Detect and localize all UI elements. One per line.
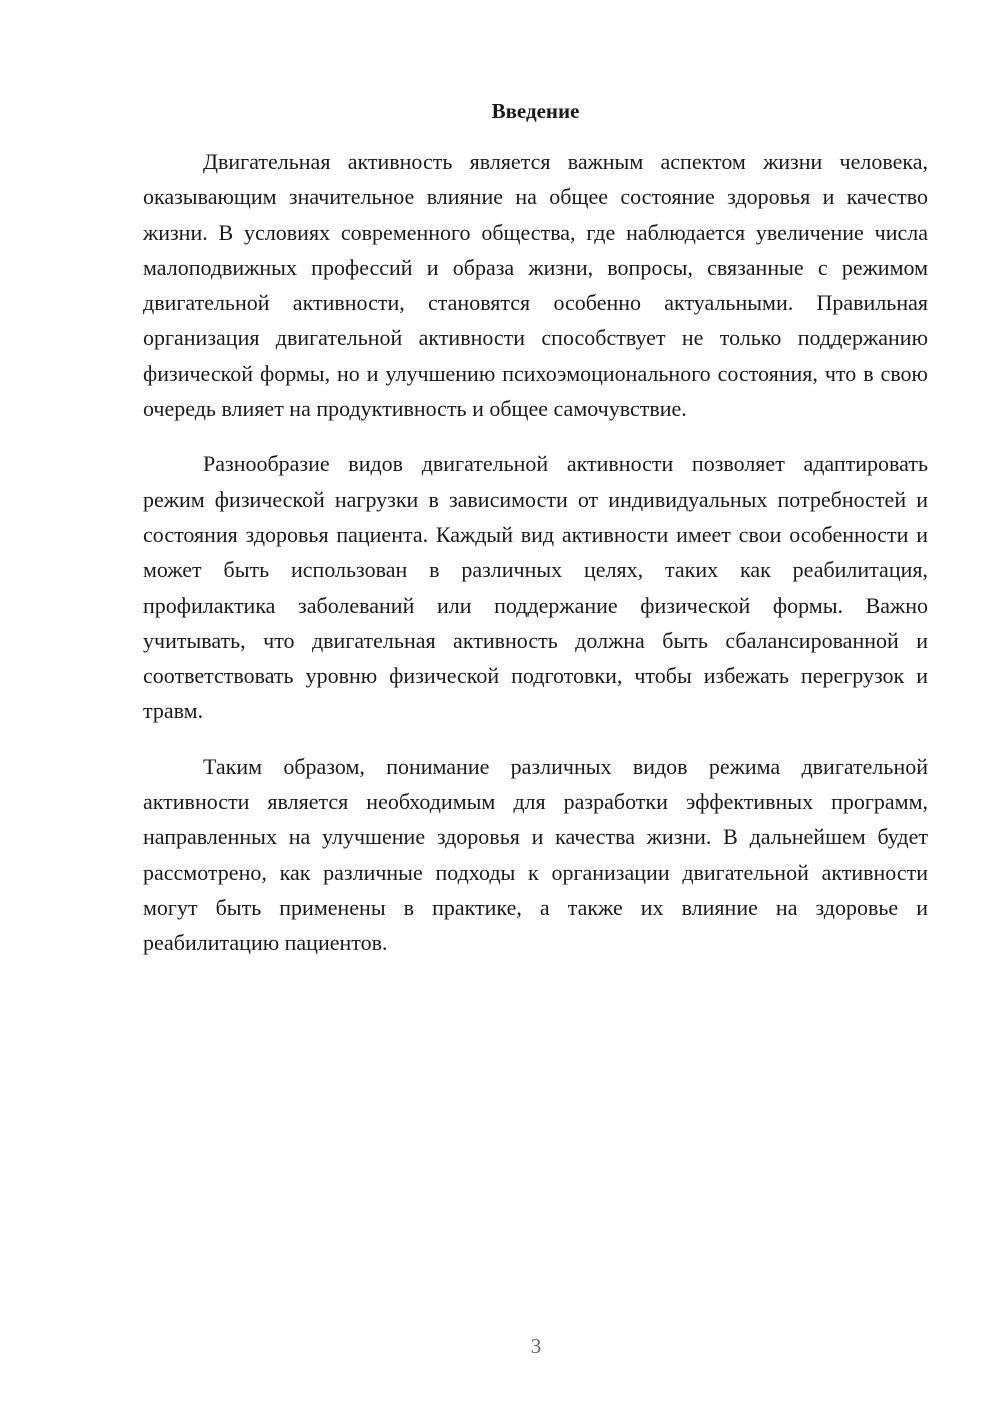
section-heading: Введение: [491, 99, 580, 123]
paragraph-1: Двигательная активность является важным аспектом жизни человека, оказывающим значительное влияние на общее состояние здоровья и качество жизни. В условиях современного общества, где наблюдается увеличение числа малоподвижных профессий и образа жизни, вопросы, связанные с режимом двигательной активности, становятся особенно актуальными. Правильная организация двигательной активности способствует не только поддержанию физической формы, но и улучшению психоэмоционального состояния, что в свою очередь влияет на продуктивность и общее самочувствие.: [143, 149, 928, 422]
paragraph-2: Разнообразие видов двигательной активности позволяет адаптировать режим физической нагрузки в зависимости от индивидуальных потребностей и состояния здоровья пациента. Каждый вид активности имеет свои особенности и может быть использован в различных целях, таких как реабилитация, профилактика заболеваний или поддержание физической формы. Важно учитывать, что двигательная активность должна быть сбалансированной и соответствовать уровню физической подготовки, чтобы избежать перегрузок и травм.: [143, 451, 928, 724]
paragraph-3: Таким образом, понимание различных видов режима двигательной активности является необходимым для разработки эффективных программ, направленных на улучшение здоровья и качества жизни. В дальнейшем будет рассмотрено, как различные подходы к организации двигательной активности могут быть применены в практике, а также их влияние на здоровье и реабилитацию пациентов.: [143, 753, 928, 956]
page-content: [143, 96, 928, 981]
page-number: 3: [530, 1334, 542, 1358]
